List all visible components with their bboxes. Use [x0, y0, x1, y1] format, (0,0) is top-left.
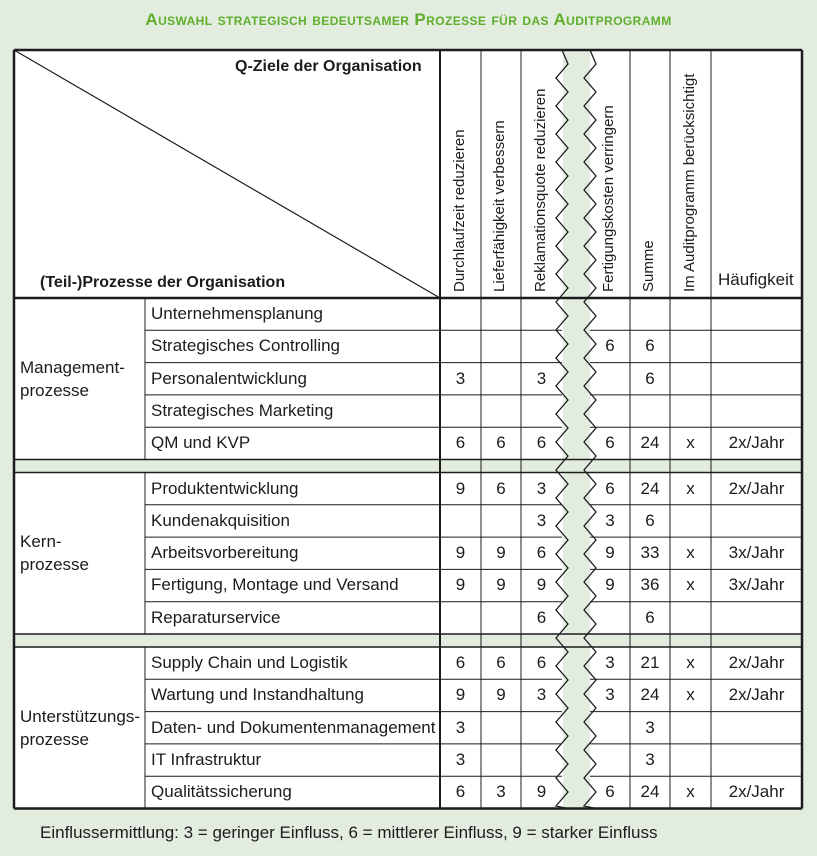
value-cell: 6 — [455, 782, 466, 802]
process-name: QM und KVP — [151, 433, 251, 453]
group-label — [20, 530, 89, 576]
value-cell: 3 — [536, 368, 547, 388]
value-cell: 3 — [536, 478, 547, 498]
column-header: Häufigkeit — [718, 270, 794, 289]
process-name: Arbeitsvorbereitung — [151, 543, 299, 563]
value-cell: 6 — [536, 543, 547, 563]
value-cell: 2x/Jahr — [728, 782, 785, 802]
value-cell: 3 — [455, 717, 466, 737]
value-cell: 3 — [645, 749, 655, 769]
group-label-line: Management- — [20, 357, 125, 377]
value-cell: 9 — [496, 575, 506, 595]
value-cell: 6 — [536, 607, 547, 627]
group-label-line: prozesse — [20, 729, 89, 749]
group-label-line: prozesse — [20, 555, 89, 575]
value-cell: 6 — [605, 433, 615, 453]
value-cell: 9 — [605, 543, 615, 563]
page-title: Auswahl strategisch bedeutsamer Prozesse für das Auditprogramm — [145, 10, 672, 29]
column-header: Fertigungskosten verringern — [600, 105, 617, 292]
value-cell: 6 — [536, 653, 547, 672]
column-header: Im Auditprogramm berücksichtigt — [680, 73, 698, 292]
column-header: Summe — [640, 240, 657, 292]
value-cell: 3x/Jahr — [728, 543, 785, 563]
value-cell: 2x/Jahr — [728, 433, 785, 453]
value-cell: x — [686, 685, 695, 705]
value-cell: 3 — [605, 685, 615, 705]
value-cell: 3 — [536, 510, 547, 530]
value-cell: 24 — [640, 478, 660, 498]
value-cell: 6 — [645, 607, 655, 627]
group-label — [20, 705, 140, 751]
value-cell: 24 — [640, 782, 660, 802]
value-cell: 9 — [536, 575, 547, 595]
process-name: Qualitätssicherung — [151, 782, 292, 802]
value-cell: 6 — [496, 478, 506, 498]
value-cell: 3 — [645, 717, 655, 737]
value-cell: x — [686, 478, 695, 498]
value-cell: 3 — [605, 510, 615, 530]
value-cell: 2x/Jahr — [728, 478, 785, 498]
value-cell: x — [686, 543, 695, 563]
value-cell: 2x/Jahr — [728, 685, 785, 705]
value-cell: 6 — [496, 433, 506, 453]
process-name: Kundenakquisition — [151, 510, 290, 530]
group-label-line: Unterstützungs- — [20, 706, 140, 726]
value-cell: x — [686, 782, 695, 802]
value-cell: x — [686, 433, 695, 453]
value-cell: 9 — [455, 478, 466, 498]
legend: Einflussermittlung: 3 = geringer Einfluss, 6 = mittlerer Einfluss, 9 = starker Einfluss — [40, 822, 658, 842]
value-cell: x — [686, 653, 695, 672]
value-cell: 6 — [536, 433, 547, 453]
value-cell: 9 — [455, 685, 466, 705]
value-cell: 6 — [455, 433, 466, 453]
value-cell: 36 — [640, 575, 660, 595]
value-cell: 6 — [645, 510, 655, 530]
value-cell: 6 — [605, 336, 615, 356]
goals-label: Q-Ziele der Organisation — [235, 58, 422, 75]
value-cell: 9 — [455, 543, 466, 563]
process-name: Reparaturservice — [151, 607, 281, 627]
process-name: IT Infrastruktur — [151, 749, 262, 769]
process-name: Produktentwicklung — [151, 478, 299, 498]
group-label-line: Kern- — [20, 532, 62, 552]
group-label — [20, 356, 125, 402]
column-header: Durchlaufzeit reduzieren — [450, 129, 468, 292]
value-cell: 9 — [496, 543, 506, 563]
value-cell: 3 — [496, 782, 506, 802]
value-cell: 9 — [496, 685, 506, 705]
value-cell: 24 — [640, 433, 660, 453]
value-cell: 9 — [455, 575, 466, 595]
value-cell: 6 — [605, 782, 615, 802]
value-cell: 9 — [605, 575, 615, 595]
value-cell: 9 — [536, 782, 547, 802]
process-name: Supply Chain und Logistik — [151, 653, 348, 672]
value-cell: 3 — [455, 368, 466, 388]
value-cell: 3 — [536, 685, 547, 705]
process-name: Fertigung, Montage und Versand — [151, 575, 399, 595]
process-name: Unternehmensplanung — [151, 304, 324, 323]
process-label: (Teil-)Prozesse der Organisation — [40, 274, 286, 291]
value-cell: 3x/Jahr — [728, 575, 785, 595]
value-cell: 33 — [640, 543, 660, 563]
value-cell: 3 — [605, 653, 615, 672]
process-name: Wartung und Instandhaltung — [151, 685, 364, 705]
column-header: Reklamationsquote reduzieren — [531, 88, 549, 292]
value-cell: 6 — [645, 336, 655, 356]
value-cell: 24 — [640, 685, 660, 705]
value-cell: 21 — [640, 653, 660, 672]
value-cell: 6 — [455, 653, 466, 672]
value-cell: x — [686, 575, 695, 595]
value-cell: 6 — [645, 368, 655, 388]
value-cell: 6 — [605, 478, 615, 498]
value-cell: 6 — [496, 653, 506, 672]
process-name: Strategisches Controlling — [151, 336, 340, 356]
value-cell: 3 — [455, 749, 466, 769]
group-separator — [14, 634, 802, 647]
process-name: Strategisches Marketing — [151, 400, 334, 420]
process-name: Personalentwicklung — [151, 368, 307, 388]
value-cell: 2x/Jahr — [728, 653, 785, 672]
process-name: Daten- und Dokumentenmanagement — [151, 717, 436, 737]
group-label-line: prozesse — [20, 380, 89, 400]
column-header: Lieferfähigkeit verbessern — [491, 120, 508, 292]
group-separator — [14, 460, 802, 473]
